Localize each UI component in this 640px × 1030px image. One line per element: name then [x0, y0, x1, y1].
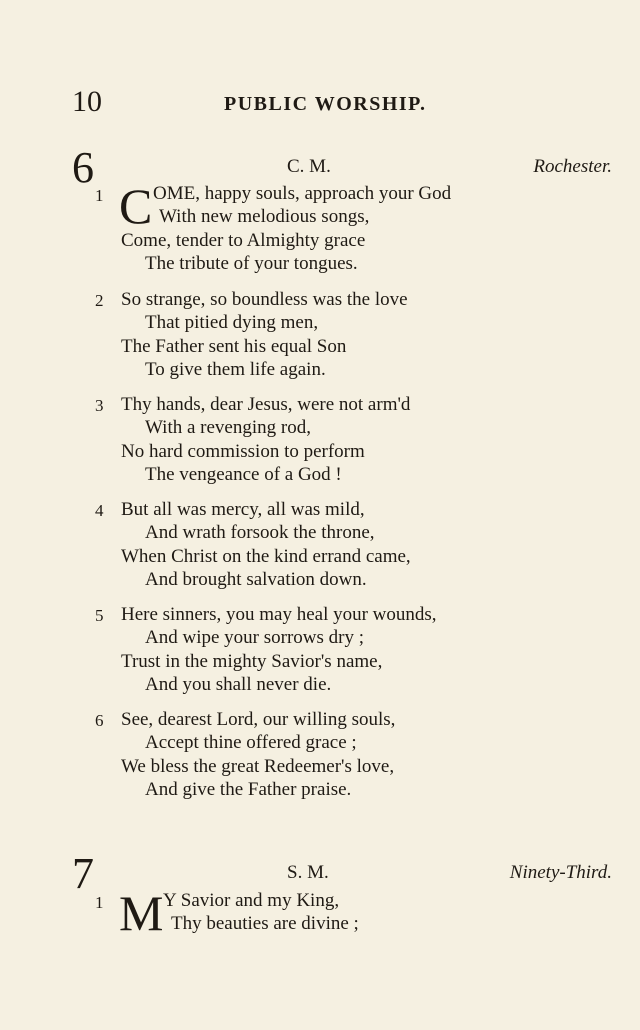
stanza-line: And wrath forsook the throne,: [145, 522, 375, 543]
stanza-line: The Father sent his equal Son: [121, 336, 347, 357]
stanza-7-1: [95, 885, 615, 950]
stanza-line: OME, happy souls, approach your God: [153, 183, 452, 204]
running-title: PUBLIC WORSHIP.: [224, 93, 427, 115]
hymn-6-heading: [72, 143, 612, 192]
stanza-line: Thy beauties are divine ;: [171, 913, 359, 934]
hymn-meter: C. M.: [287, 156, 331, 177]
stanza-line: The tribute of your tongues.: [145, 253, 358, 274]
stanza-number: 4: [95, 501, 104, 520]
stanza-number: 2: [95, 291, 104, 310]
stanza-line: Accept thine offered grace ;: [145, 732, 357, 753]
stanza-number: 5: [95, 606, 104, 625]
page-number: 10: [72, 85, 102, 118]
stanza-line: With a revenging rod,: [145, 417, 311, 438]
stanza-line: Come, tender to Almighty grace: [121, 230, 366, 251]
drop-cap: C: [119, 178, 153, 234]
stanza-line: Trust in the mighty Savior's name,: [121, 651, 383, 672]
stanza-line: Thy hands, dear Jesus, were not arm'd: [121, 394, 411, 415]
stanza-line: So strange, so boundless was the love: [121, 289, 408, 310]
stanza-number: 3: [95, 396, 104, 415]
stanza-line: When Christ on the kind errand came,: [121, 546, 411, 567]
page-header: [72, 85, 592, 125]
stanza-line: With new melodious songs,: [159, 206, 370, 227]
stanza-1: [95, 178, 615, 283]
stanza-2: [95, 289, 615, 389]
hymn-tune: Rochester.: [533, 156, 612, 177]
stanza-line: And wipe your sorrows dry ;: [145, 627, 365, 648]
stanza-line: And you shall never die.: [145, 674, 332, 695]
stanza-6: [95, 709, 615, 809]
stanza-line: To give them life again.: [145, 359, 326, 380]
stanza-number: 6: [95, 711, 104, 730]
stanza-line: We bless the great Redeemer's love,: [121, 756, 395, 777]
stanza-line: See, dearest Lord, our willing souls,: [121, 709, 396, 730]
stanza-line: Here sinners, you may heal your wounds,: [121, 604, 437, 625]
stanza-line: That pitied dying men,: [145, 312, 319, 333]
stanza-line: The vengeance of a God !: [145, 464, 342, 485]
stanza-5: [95, 604, 615, 704]
stanza-line: And brought salvation down.: [145, 569, 367, 590]
stanza-line: And give the Father praise.: [145, 779, 352, 800]
stanza-number: 1: [95, 893, 104, 912]
stanza-number: 1: [95, 186, 104, 205]
hymn-tune: Ninety-Third.: [509, 862, 612, 883]
hymn-number: 7: [72, 849, 94, 898]
stanza-line: No hard commission to perform: [121, 441, 365, 462]
hymn-number: 6: [72, 143, 94, 192]
stanza-3: [95, 394, 615, 494]
stanza-line: But all was mercy, all was mild,: [121, 499, 365, 520]
hymn-meter: S. M.: [287, 862, 329, 883]
stanza-4: [95, 499, 615, 599]
stanza-line: Y Savior and my King,: [163, 890, 340, 911]
drop-cap: M: [119, 885, 164, 941]
